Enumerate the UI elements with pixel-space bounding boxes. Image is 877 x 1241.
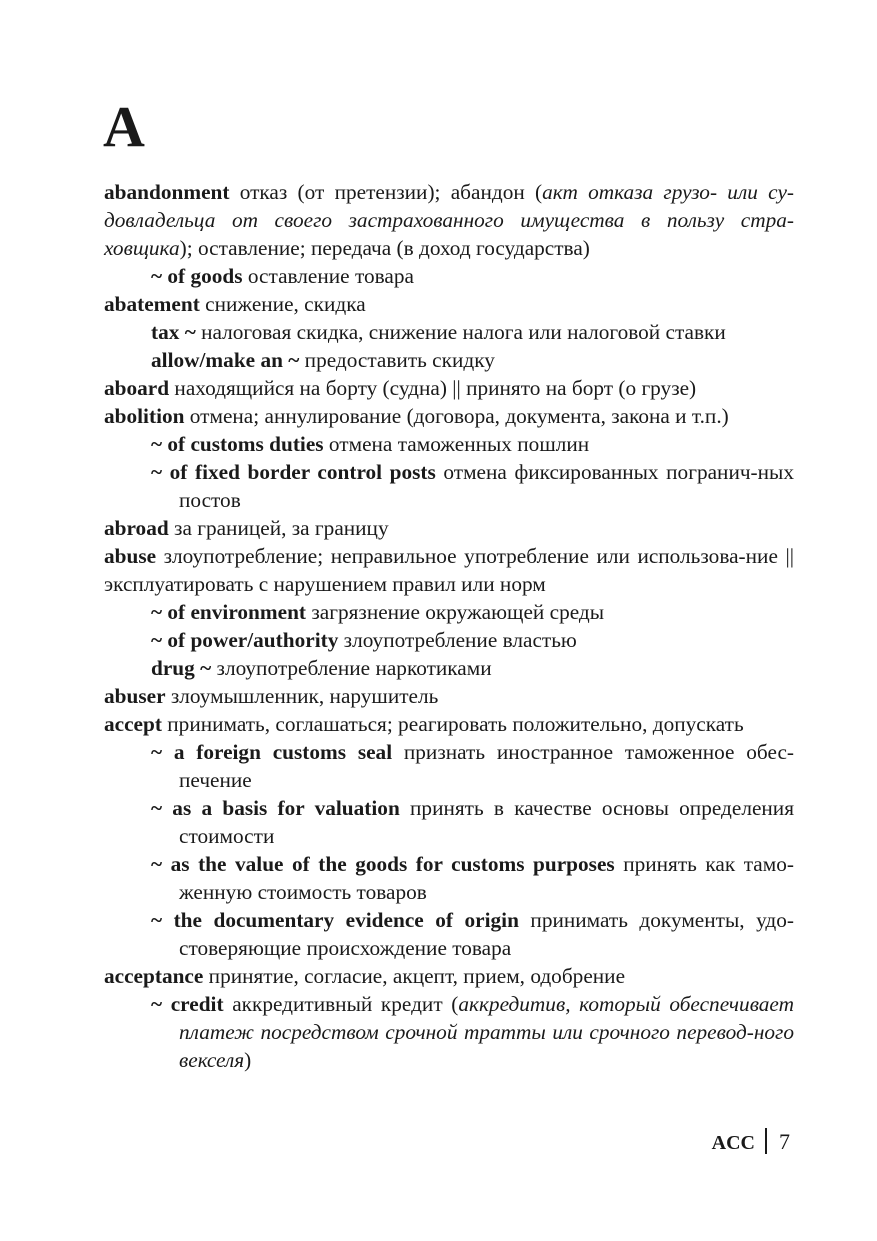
subentry: ~ the documentary evidence of origin принимать документы, удо-стоверяющие происхождение товара bbox=[151, 908, 794, 960]
entry-abandonment: abandonment отказ (от претензии); абандон (акт отказа грузо- или су-довладельца от своего застрахованного имущества в пользу стра-ховщика); оставление; передача (в доход государства) bbox=[104, 180, 795, 260]
page-number: 7 bbox=[779, 1129, 790, 1154]
subentry: ~ of environment загрязнение окружающей среды bbox=[151, 600, 605, 624]
entry-abolition: abolition отмена; аннулирование (договора, документа, закона и т.п.) bbox=[104, 404, 729, 428]
running-head: ACC bbox=[711, 1132, 755, 1154]
subentry: ~ of customs duties отмена таможенных пошлин bbox=[151, 432, 590, 456]
page-footer bbox=[712, 1127, 790, 1158]
subentry: ~ of power/authority злоупотребление властью bbox=[151, 628, 577, 652]
subentry: ~ as the value of the goods for customs purposes принять как тамо-женную стоимость товаров bbox=[151, 852, 794, 904]
subentry: ~ credit аккредитивный кредит (аккредитив, который обеспечивает платеж посредством срочной тратты или срочного перевод-ного векселя) bbox=[151, 992, 794, 1072]
entry-abroad: abroad за границей, за границу bbox=[104, 516, 389, 540]
entry-abatement: abatement снижение, скидка bbox=[104, 292, 366, 316]
entry-aboard: aboard находящийся на борту (судна) || принято на борт (о грузе) bbox=[104, 376, 697, 400]
subentry: ~ of goods оставление товара bbox=[151, 264, 414, 288]
section-letter: A bbox=[103, 94, 145, 159]
subentry: ~ of fixed border control posts отмена фиксированных погранич-ных постов bbox=[151, 460, 794, 512]
entry-accept: accept принимать, соглашаться; реагировать положительно, допускать bbox=[104, 712, 744, 736]
dictionary-entries bbox=[104, 178, 794, 1074]
subentry: tax ~ налоговая скидка, снижение налога или налоговой ставки bbox=[151, 320, 726, 344]
subentry: drug ~ злоупотребление наркотиками bbox=[151, 656, 492, 680]
subentry: ~ as a basis for valuation принять в качестве основы определения стоимости bbox=[151, 796, 794, 848]
footer-divider bbox=[765, 1128, 767, 1154]
entry-acceptance: acceptance принятие, согласие, акцепт, прием, одобрение bbox=[104, 964, 626, 988]
entry-abuser: abuser злоумышленник, нарушитель bbox=[104, 684, 439, 708]
entry-abuse: abuse злоупотребление; неправильное употребление или использова-ние || эксплуатировать с нарушением правил или норм bbox=[104, 544, 794, 596]
subentry: ~ a foreign customs seal признать иностранное таможенное обес-печение bbox=[151, 740, 794, 792]
subentry: allow/make an ~ предоставить скидку bbox=[151, 348, 495, 372]
